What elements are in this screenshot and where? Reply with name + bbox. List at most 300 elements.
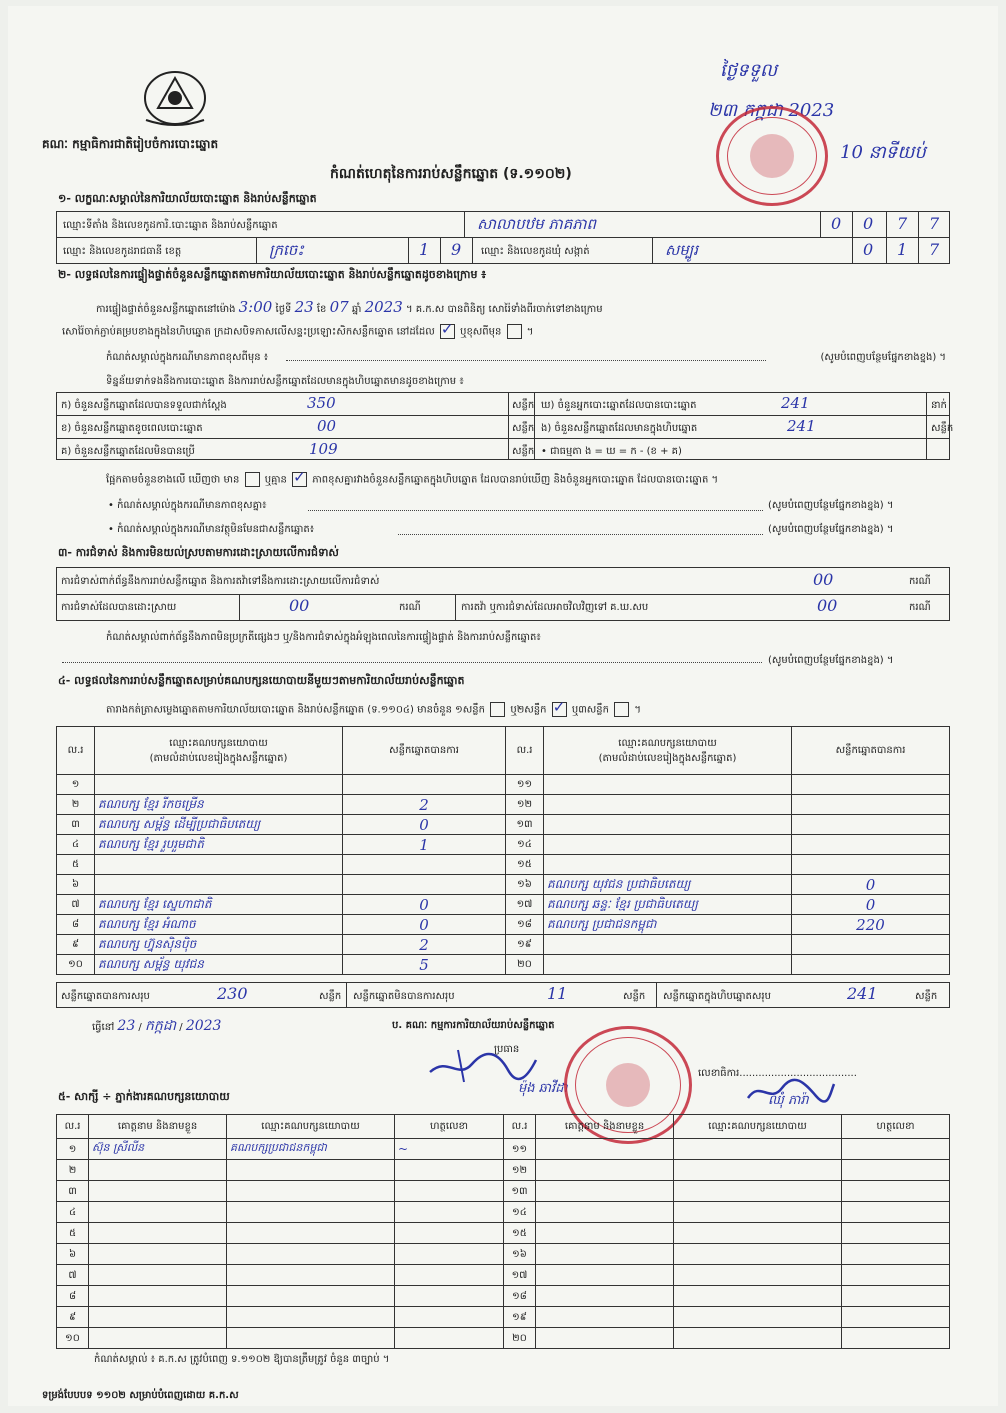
vote-row-votes [792,835,950,855]
witness-row-sign [395,1202,504,1223]
witness-row-name [89,1181,227,1202]
total-box-value: 241 [847,984,878,1003]
form-code: ទម្រង់បែបបទ ១១០២ សម្រាប់បំពេញដោយ គ.ក.ស [42,1390,239,1401]
vote-row-votes: 1 [343,835,506,855]
vote-row-votes [343,775,506,795]
s2-line1-prefix: ការផ្ទៀងផ្ទាត់ចំនួនសន្លឹកឆ្នោតនៅម៉ោង [96,304,236,315]
vote-row-no: ១៣ [506,815,544,835]
vote-row-no: ១២ [506,795,544,815]
nec-emblem [136,68,214,130]
vote-row-party [95,855,343,875]
vote-row-no: ២ [57,795,95,815]
vote-row [57,835,506,855]
party-votes-table-left [56,726,506,975]
same-checkbox[interactable] [440,324,455,339]
vote-row [57,815,506,835]
witness-row-sign [395,1286,504,1307]
committee-label: ប. គណៈ កម្មការការិយាល័យរាប់សន្លឹកឆ្នោត [392,1020,555,1031]
witness-row-no: ១២ [504,1160,536,1181]
witness-row-no: ៣ [57,1181,89,1202]
vote-row-party: គណបក្ស ខ្មែរ រួបរួមជាតិ [95,835,343,855]
vote-row-party [544,855,792,875]
witness-row-party [674,1202,842,1223]
witness-row-no: ២០ [504,1328,536,1349]
vote-row-votes [343,875,506,895]
witness-row [504,1307,950,1328]
vote-row-votes [792,955,950,975]
vote-row-party: គណបក្ស ហ្វ៊ុនស៊ិនប៉ិច [95,935,343,955]
s2-compare-rest: ភាពខុសគ្នារវាងចំនួនសន្លឹកឆ្នោតក្នុងហិបឆ្នោត ដែលបានរាប់ឃើញ និងចំនួនអ្នកបោះឆ្នោត ដែលបានបោះឆ្នោត ។ [312,474,719,486]
vote-row-party [544,955,792,975]
vote-row-party [544,815,792,835]
witness-row [504,1265,950,1286]
one-sheet-checkbox[interactable] [490,702,505,717]
witness-row-sign [395,1265,504,1286]
s2-bullet1-hint: (សូមបំពេញបន្ថែមផ្នែកខាងខ្នង) ។ [768,500,894,511]
s1-row1-label: ឈ្មោះទីតាំង និងលេខកូដការិ.បោះឆ្នោត និងរាប់សន្លឹកឆ្នោត [63,220,278,231]
witness-row [57,1223,504,1244]
vote-row [57,855,506,875]
form-title: កំណត់ហេតុនៃការរាប់សន្លឹកឆ្នោត (ទ.១១០២) [330,166,572,182]
s2-compare-text: ផ្អែកតាមចំនួនខាងលើ ឃើញថា មាន [106,474,240,486]
vote-row-votes [792,795,950,815]
witness-row-party [227,1160,395,1181]
vote-row [506,955,950,975]
witness-row-sign [395,1181,504,1202]
witness-row-no: ៥ [57,1223,89,1244]
secretary-label: លេខាធិការ..................................... [698,1068,857,1079]
s2-day-label: ថ្ងៃទី [275,304,292,315]
ch-value: 241 [787,417,816,435]
witness-row-name [536,1286,674,1307]
receipt-note-2: ២៣ កក្កដា 2023 [708,100,835,121]
vote-row-party [544,775,792,795]
witness-row-party [227,1244,395,1265]
witness-row [504,1160,950,1181]
section3-title: ៣- ការជំទាស់ និងការមិនយល់ស្របតាមការដោះស្រាយលើការជំទាស់ [58,546,339,559]
total-valid-value: 230 [217,984,248,1003]
vote-row-no: ៣ [57,815,95,835]
total-invalid-unit: សន្លឹក [623,991,646,1002]
s3-fill-hint: (សូមបំពេញបន្ថែមផ្នែកខាងខ្នង) ។ [768,655,894,666]
ng-value: 241 [781,394,810,412]
col-party-sub: (តាមលំដាប់លេខរៀងក្នុងសន្លឹកឆ្នោត) [598,752,737,764]
vote-row-no: ១ [57,775,95,795]
vote-row-votes: 5 [343,955,506,975]
kh-label: ខ) ចំនួនសន្លឹកឆ្នោតខូចពេលបោះឆ្នោត [61,423,203,434]
vote-row-no: ១៥ [506,855,544,875]
witness-row [57,1202,504,1223]
witness-table-right [503,1114,950,1349]
no-difference-checkbox[interactable] [292,472,307,487]
vote-row [506,875,950,895]
s4-intro-row: តារាងកត់ត្រាសម្លេងឆ្នោតតាមការិយាល័យបោះឆ្នោត និងរាប់សន្លឹកឆ្នោត (ទ.១១០៤) មានចំនួន ១សន្លឹក ឬ២សន្លឹក ✓ ឬ៣សន្លឹក ។ [106,702,641,718]
g-unit: សន្លឹក [512,446,535,457]
vote-row [506,935,950,955]
witness-row-name [536,1244,674,1265]
s2-compare-row [106,472,956,488]
w-col-sign: ហត្ថលេខា [395,1115,504,1139]
col-party-sub: (តាមលំដាប់លេខរៀងក្នុងសន្លឹកឆ្នោត) [149,752,288,764]
witness-row [504,1286,950,1307]
vote-row-party [544,935,792,955]
s3-r2b-unit: ករណី [909,602,931,613]
witness-row-sign [395,1244,504,1265]
s1-commune-digit: 0 [863,240,874,259]
k-label: ក) ចំនួនសន្លឹកឆ្នោតដែលបានទទួលជាក់ស្ដែង [61,400,227,411]
witness-row-no: ១៥ [504,1223,536,1244]
s1-row1 [56,211,950,238]
vote-row-votes: 2 [343,935,506,955]
objections-table [56,567,950,621]
g-label: គ) ចំនួនសន្លឹកឆ្នោតដែលមិនបានប្រើ [61,446,195,457]
w-col-party: ឈ្មោះគណបក្សនយោបាយ [227,1115,395,1139]
witness-row-sign [842,1181,950,1202]
s2-fill-hint: (សូមបំពេញបន្ថែមផ្នែកខាងខ្នង) ។ [820,352,946,363]
witness-row-party [227,1328,395,1349]
kh-unit: សន្លឹក [512,423,535,434]
witness-row-no: ១១ [504,1139,536,1160]
total-valid-unit: សន្លឹក [319,991,342,1002]
witness-row-party: គណបក្សប្រជាជនកម្ពុជា [227,1139,395,1160]
vote-row-votes: 0 [343,915,506,935]
s1-province-digit: 1 [419,240,430,259]
s4-opt2: ឬ២សន្លឹក [510,704,547,716]
col-party [95,727,343,775]
s2-month-label: ខែ [316,304,327,315]
witness-row-party [674,1160,842,1181]
col-no: ល.រ [506,727,544,775]
s1-province: ក្រចេះ [269,241,304,259]
s4-intro: តារាងកត់ត្រាសម្លេងឆ្នោតតាមការិយាល័យបោះឆ្នោត និងរាប់សន្លឹកឆ្នោត (ទ.១១០៤) មានចំនួន ១សន្លឹក [106,704,485,716]
s2-line2-text: សោរ៉ៃចាក់ភ្ជាប់គម្របខាងក្នុងនៃហិបឆ្នោត ក្រដាសបិទភាសលើសន្ទះប្រឡោះសិកសន្លឹកឆ្នោត នៅដដែល [62,326,435,338]
witness-row [57,1265,504,1286]
vote-row-party [95,775,343,795]
chief-name: ម៉ុង ឆាវីដា [518,1081,568,1096]
witness-row-no: ៤ [57,1202,89,1223]
s1-commune-digit: 7 [929,240,940,259]
s2-note-row [106,350,946,365]
k-unit: សន្លឹក [512,400,535,411]
vote-row-votes: 220 [792,915,950,935]
witness-row-sign [842,1286,950,1307]
witness-row-name [536,1265,674,1286]
w-col-sign: ហត្ថលេខា [842,1115,950,1139]
witness-row [57,1328,504,1349]
witness-row [504,1139,950,1160]
witness-row [504,1328,950,1349]
s2-bullet2-line [398,534,763,535]
witness-row [57,1181,504,1202]
witness-row-party [674,1223,842,1244]
s3-r1-unit: ករណី [909,576,931,587]
witness-row-name [89,1160,227,1181]
vote-row-votes: 0 [343,815,506,835]
witness-row-no: ៧ [57,1265,89,1286]
s2-bullet1: • កំណត់សម្គាល់ក្នុងករណីមានភាពខុសគ្នា៖ [108,500,267,511]
s1-code-digit: 7 [897,214,908,233]
s1-commune: សម្បូរ [665,241,699,259]
vote-row-votes [792,815,950,835]
w-col-party: ឈ្មោះគណបក្សនយោបាយ [674,1115,842,1139]
s2-year: 2023 [364,298,403,316]
right-votes-body [506,775,950,975]
witness-row-party [227,1265,395,1286]
date-year: 2023 [185,1018,222,1034]
witness-row-no: ៦ [57,1244,89,1265]
vote-row-votes [792,775,950,795]
vote-row-party: គណបក្ស យុវជន ប្រជាធិបតេយ្យ [544,875,792,895]
left-votes-body [57,775,506,975]
witness-row-no: ១៤ [504,1202,536,1223]
witness-row-no: ១៦ [504,1244,536,1265]
vote-row [57,795,506,815]
vote-row-votes [792,935,950,955]
s1-code-digit: 0 [863,214,874,233]
witness-row-no: ៩ [57,1307,89,1328]
witness-row-party [227,1202,395,1223]
s3-r1-value: 00 [813,570,834,589]
witness-row-name [536,1139,674,1160]
vote-row-no: ១៤ [506,835,544,855]
vote-row [57,875,506,895]
col-no: ល.រ [57,727,95,775]
s1-code-digit: 7 [929,214,940,233]
witness-row-name [89,1307,227,1328]
total-invalid-label: សន្លឹកឆ្នោតមិនបានការសរុប [353,991,455,1002]
col-party [544,727,792,775]
witness-row-party [227,1307,395,1328]
s2-bullet2: • កំណត់សម្គាល់ក្នុងករណីមានវត្ថុមិនមែនជាសន្លឹកឆ្នោត៖ [108,524,315,535]
s1-province-digit: 9 [451,240,462,259]
vote-row-votes: 0 [792,875,950,895]
vote-row-party: គណបក្ស ឆន្ទៈ ខ្មែរ ប្រជាធិបតេយ្យ [544,895,792,915]
ch-unit: សន្លឹក [931,423,954,434]
vote-row-no: ១៧ [506,895,544,915]
witness-row [504,1202,950,1223]
date-month: កក្កដា [144,1018,177,1034]
witness-row-sign [842,1223,950,1244]
s2-compare-match: ឬគ្មាន [264,474,287,486]
secretary-signature [746,1076,836,1110]
s2-day: 23 [294,298,314,316]
vote-row-no: ៦ [57,875,95,895]
witness-row-name [89,1328,227,1349]
vote-row-party [544,835,792,855]
org-name: គណៈ កម្មាធិការជាតិរៀបចំការបោះឆ្នោត [42,137,219,151]
s3-r2b-value: 00 [817,596,838,615]
witness-left-body [57,1139,504,1349]
s3-note: កំណត់សម្គាល់ពាក់ព័ន្ធនឹងភាពមិនប្រក្រតីផ្សេងៗ ឬ/និងការជំទាស់ក្នុងអំឡុងពេលនៃការផ្ទៀងផ្ទាត់ និងការរាប់សន្លឹកឆ្នោត៖ [106,632,541,643]
vote-row-no: ៧ [57,895,95,915]
vote-row-no: ១០ [57,955,95,975]
witness-row-party [674,1181,842,1202]
secretary-name: ឈុំ ភារ៉ា [768,1093,809,1108]
vote-row-no: ២០ [506,955,544,975]
witness-row-no: ៨ [57,1286,89,1307]
vote-row-party [544,795,792,815]
witness-row-sign [395,1328,504,1349]
w-col-name: គោត្តនាម និងនាមខ្លួន [536,1115,674,1139]
vote-row [57,895,506,915]
witness-row-sign [395,1223,504,1244]
vote-row-votes: 0 [792,895,950,915]
g-value: 109 [309,440,338,458]
s2-or-text: ឬខុសពីមុន [460,326,502,338]
s2-line2: សោរ៉ៃចាក់ភ្ជាប់គម្របខាងក្នុងនៃហិបឆ្នោត ក្រដាសបិទភាសលើសន្ទះប្រឡោះសិកសន្លឹកឆ្នោត នៅដដែល ✓ ឬខុសពីមុន ។ [62,324,533,340]
vote-row [506,895,950,915]
s3-r2-unit: ករណី [399,602,421,613]
s2-bullet2-hint: (សូមបំពេញបន្ថែមផ្នែកខាងខ្នង) ។ [768,524,894,535]
counts-table [56,392,954,460]
s2-month: 07 [329,298,349,316]
vote-row [506,815,950,835]
different-checkbox[interactable] [507,324,522,339]
witness-row-sign [395,1160,504,1181]
ch-label: ង) ចំនួនសន្លឹកឆ្នោតដែលមានក្នុងហិបឆ្នោត [541,423,698,434]
witness-row-name: ស៊ុន ស្រីលីន [89,1139,227,1160]
witness-row-sign [395,1307,504,1328]
witness-row-sign [842,1160,950,1181]
s3-note-line [62,662,762,663]
vote-row [506,795,950,815]
witness-row-name [536,1307,674,1328]
s3-r2-label: ការជំទាស់ដែលបានដោះស្រាយ [61,602,177,613]
receipt-note-1: ថ្ងៃទទួល [720,60,778,81]
witness-row-name [536,1328,674,1349]
witness-row [504,1244,950,1265]
has-difference-checkbox[interactable] [245,472,260,487]
s1-row2-label: ឈ្មោះ និងលេខកូដរាជធានី ខេត្ត [63,246,182,257]
vote-row [506,835,950,855]
witness-row-name [536,1223,674,1244]
vote-row [57,935,506,955]
three-sheets-checkbox[interactable] [614,702,629,717]
kh-value: 00 [317,417,337,435]
section4-title: ៤- លទ្ធផលនៃការរាប់សន្លឹកឆ្នោតសម្រាប់គណបក្សនយោបាយនីមួយៗតាមការិយាល័យរាប់សន្លឹកឆ្នោត [58,674,465,687]
vote-row-votes [343,855,506,875]
s2-subhead: ទិន្នន័យទាក់ទងនឹងការបោះឆ្នោត និងការរាប់សន្លឹកឆ្នោតដែលមានក្នុងហិបឆ្នោតមានដូចខាងក្រោម ៖ [106,376,464,387]
witness-row-party [674,1328,842,1349]
witness-table-left [56,1114,504,1349]
witness-row [57,1244,504,1265]
col-party-title: ឈ្មោះគណបក្សនយោបាយ [618,737,717,749]
total-invalid-value: 11 [547,984,568,1003]
witness-row-sign [842,1307,950,1328]
formula-note: • ជាធម្មតា ង = ឃ = ក - (ខ + គ) [541,446,682,457]
total-box-label: សន្លឹកឆ្នោតក្នុងហិបឆ្នោតសរុប [663,991,771,1002]
vote-row [57,915,506,935]
party-votes-table-right [505,726,950,975]
s4-opt3: ឬ៣សន្លឹក [571,704,609,716]
witness-row-name [89,1202,227,1223]
vote-row [506,915,950,935]
vote-row-party: គណបក្ស ប្រជាជនកម្ពុជា [544,915,792,935]
vote-row-no: ៨ [57,915,95,935]
vote-row-no: ៩ [57,935,95,955]
date-day: 23 [117,1018,136,1034]
witness-row-name [89,1244,227,1265]
section2-title: ២- លទ្ធផលនៃការផ្ទៀងផ្ទាត់ចំនួនសន្លឹកឆ្នោតតាមការិយាល័យបោះឆ្នោត និងរាប់សន្លឹកឆ្នោតដូចខាងក្រោម ៖ [58,268,487,281]
witness-row-name [536,1160,674,1181]
w-col-no: ល.រ [504,1115,536,1139]
s2-time: 3:00 [238,298,273,316]
section5-title: ៥- សាក្សី ÷ ភ្នាក់ងារគណបក្សនយោបាយ [58,1090,230,1103]
vote-row-party: គណបក្ស សម្ព័ន្ធ យុវជន [95,955,343,975]
vote-row-no: ១១ [506,775,544,795]
witness-row [504,1181,950,1202]
w-col-no: ល.រ [57,1115,89,1139]
vote-row-party: គណបក្ស ខ្មែរ រីកចម្រើន [95,795,343,815]
witness-row-party [674,1286,842,1307]
s1-commune-digit: 1 [897,240,908,259]
vote-row-party: គណបក្ស ខ្មែរ អំណាច [95,915,343,935]
total-box-unit: សន្លឹក [915,991,938,1002]
s2-line1 [96,298,603,317]
section1-title: ១- លក្ខណៈសម្គាល់នៃការិយាល័យបោះឆ្នោត និងរាប់សន្លឹកឆ្នោត [58,192,317,205]
witness-row-sign [842,1139,950,1160]
witness-row-no: ១៧ [504,1265,536,1286]
s2-year-label: ឆ្នាំ [351,304,362,315]
receipt-note-3: 10 នាទីយប់ [840,142,926,163]
witness-row [57,1307,504,1328]
col-votes: សន្លឹកឆ្នោតបានការ [343,727,506,775]
vote-row-votes: 2 [343,795,506,815]
vote-row-no: ៥ [57,855,95,875]
witness-row-name [536,1202,674,1223]
vote-row [506,775,950,795]
witness-row-party [674,1139,842,1160]
witness-row-sign: ~ [395,1139,504,1160]
vote-row-party [95,875,343,895]
date-label: ធ្វើនៅ [92,1022,115,1033]
vote-row [57,955,506,975]
s3-r1-label: ការជំទាស់ពាក់ព័ន្ធនឹងការរាប់សន្លឹកឆ្នោត និងការតវ៉ាទៅនឹងការដោះស្រាយលើការជំទាស់ [61,576,380,587]
witness-row-no: ២ [57,1160,89,1181]
witness-row-no: ១ [57,1139,89,1160]
witness-row-no: ១៨ [504,1286,536,1307]
witness-row-no: ១០ [57,1328,89,1349]
s3-r2-value: 00 [289,596,310,615]
witness-row-party [674,1307,842,1328]
s2-line1-suffix: ។ គ.ក.ស បានពិនិត្យ សោរ៉ៃទាំងពីរចាក់ទៅខាងក្រោម [405,304,603,315]
witness-row-name [536,1181,674,1202]
s1-commune-label: ឈ្មោះ និងលេខកូដឃុំ សង្កាត់ [481,246,590,257]
ng-unit: នាក់ [931,400,947,411]
two-sheets-checkbox[interactable] [552,702,567,717]
col-votes: សន្លឹកឆ្នោតបានការ [792,727,950,775]
witness-row [504,1223,950,1244]
witness-row-sign [842,1202,950,1223]
witness-row [57,1160,504,1181]
s1-row2 [56,237,950,264]
witness-row [57,1286,504,1307]
vote-row-votes: 0 [343,895,506,915]
vote-row-no: ១៦ [506,875,544,895]
vote-row-no: ១៨ [506,915,544,935]
witness-row-sign [842,1244,950,1265]
s1-code-digit: 0 [831,214,842,233]
chief-label: ប្រធាន [494,1044,520,1055]
witness-row-party [674,1265,842,1286]
vote-row-no: ៤ [57,835,95,855]
ng-label: ឃ) ចំនួនអ្នកបោះឆ្នោតដែលបានបោះឆ្នោត [541,400,697,411]
vote-row-no: ១៩ [506,935,544,955]
s1-row1-value: សាលាបឋម ភាគភាព [477,215,597,233]
col-party-title: ឈ្មោះគណបក្សនយោបាយ [169,737,268,749]
witness-right-body [504,1139,950,1349]
totals-row [56,982,950,1008]
